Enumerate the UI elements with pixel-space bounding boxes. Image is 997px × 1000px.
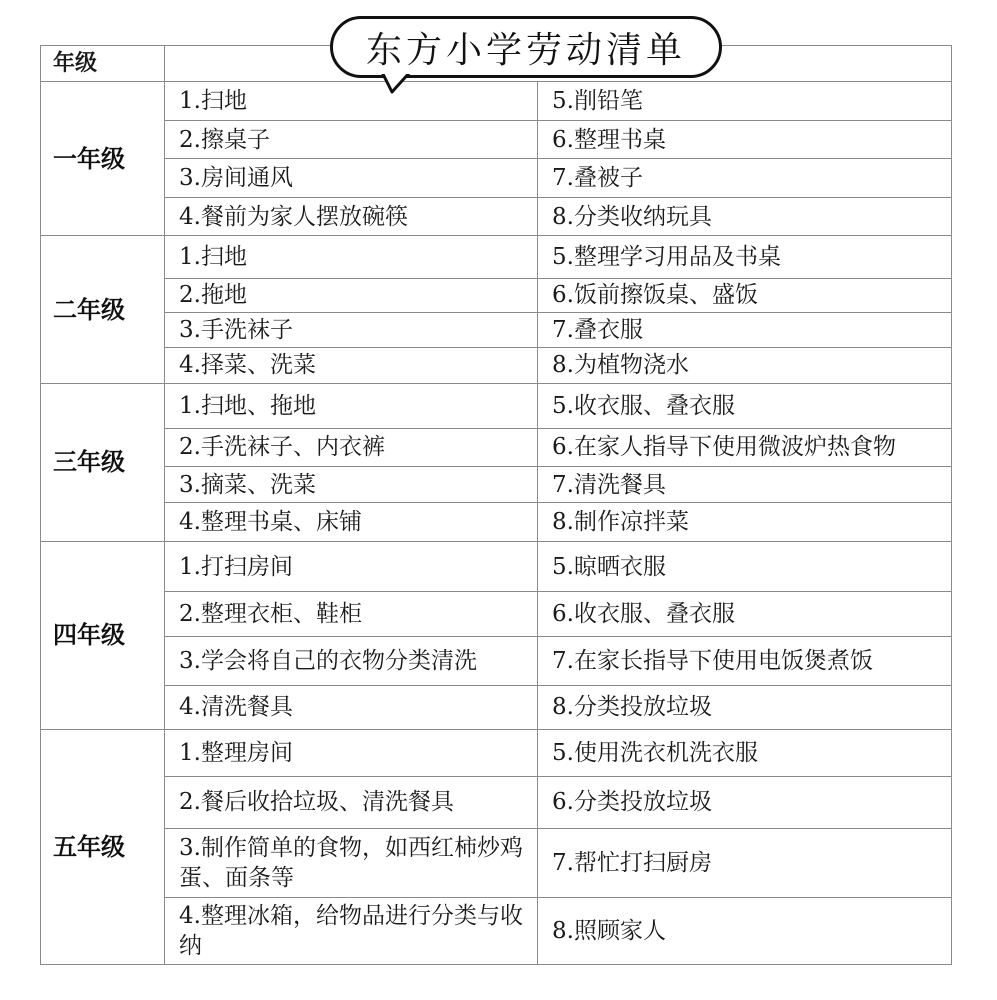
chore-item-left: 2.擦桌子 [165,120,538,158]
grade-label: 一年级 [41,82,165,236]
grade-column-header: 年级 [41,46,165,82]
chore-item-left: 2.拖地 [165,278,538,312]
chore-item-left: 2.整理衣柜、鞋柜 [165,592,538,637]
title-speech-bubble [330,16,722,78]
chore-item-right: 7.帮忙打扫厨房 [538,829,952,898]
table-row [41,278,952,312]
table-row [41,120,952,158]
chore-item-left: 1.扫地 [165,236,538,279]
table-row [41,829,952,898]
chore-item-left: 4.择菜、洗菜 [165,347,538,383]
table-row [41,466,952,502]
table-row [41,82,952,120]
chore-item-left: 3.学会将自己的衣物分类清洗 [165,636,538,685]
chore-item-left: 3.房间通风 [165,159,538,197]
chore-item-right: 6.收衣服、叠衣服 [538,592,952,637]
table-row [41,347,952,383]
chore-item-right: 6.分类投放垃圾 [538,776,952,829]
chore-item-left: 4.整理书桌、床铺 [165,503,538,541]
chore-item-right: 7.叠衣服 [538,313,952,347]
chore-item-right: 8.分类投放垃圾 [538,685,952,730]
chore-item-right: 6.在家人指导下使用微波炉热食物 [538,428,952,466]
table-row [41,503,952,541]
chore-item-left: 4.餐前为家人摆放碗筷 [165,197,538,235]
table-row [41,197,952,235]
table-row [41,592,952,637]
chore-item-right: 5.整理学习用品及书桌 [538,236,952,279]
table-row [41,236,952,279]
chore-item-left: 3.制作简单的食物，如西红柿炒鸡蛋、面条等 [165,829,538,898]
grade-label: 三年级 [41,383,165,541]
chore-item-right: 7.清洗餐具 [538,466,952,502]
chore-item-left: 1.扫地 [165,82,538,120]
table-row [41,383,952,428]
chore-item-left: 2.手洗袜子、内衣裤 [165,428,538,466]
table-row [41,159,952,197]
chore-item-left: 2.餐后收拾垃圾、清洗餐具 [165,776,538,829]
table-row [41,313,952,347]
chore-item-left: 3.摘菜、洗菜 [165,466,538,502]
page-title: 东方小学劳动清单 [365,29,686,71]
chore-item-right: 5.收衣服、叠衣服 [538,383,952,428]
table-row [41,636,952,685]
chore-item-left: 3.手洗袜子 [165,313,538,347]
table-row [41,685,952,730]
grade-label: 五年级 [41,730,165,965]
table-row [41,776,952,829]
chore-item-right: 6.整理书桌 [538,120,952,158]
chore-item-right: 8.照顾家人 [538,898,952,965]
chore-item-left: 4.整理冰箱，给物品进行分类与收纳 [165,898,538,965]
chore-item-right: 5.削铅笔 [538,82,952,120]
chore-item-right: 6.饭前擦饭桌、盛饭 [538,278,952,312]
chore-item-right: 8.分类收纳玩具 [538,197,952,235]
table-row [41,730,952,777]
table-row [41,428,952,466]
chore-item-right: 7.叠被子 [538,159,952,197]
table-row [41,541,952,592]
chore-table [40,45,952,965]
chore-item-right: 5.使用洗衣机洗衣服 [538,730,952,777]
chore-item-left: 4.清洗餐具 [165,685,538,730]
grade-label: 二年级 [41,236,165,384]
chore-item-right: 5.晾晒衣服 [538,541,952,592]
chore-item-left: 1.整理房间 [165,730,538,777]
chore-item-right: 7.在家长指导下使用电饭煲煮饭 [538,636,952,685]
speech-bubble-tail-icon [380,72,416,94]
chore-item-right: 8.为植物浇水 [538,347,952,383]
grade-label: 四年级 [41,541,165,729]
chore-item-left: 1.打扫房间 [165,541,538,592]
chore-item-left: 1.扫地、拖地 [165,383,538,428]
table-row [41,898,952,965]
chore-item-right: 8.制作凉拌菜 [538,503,952,541]
